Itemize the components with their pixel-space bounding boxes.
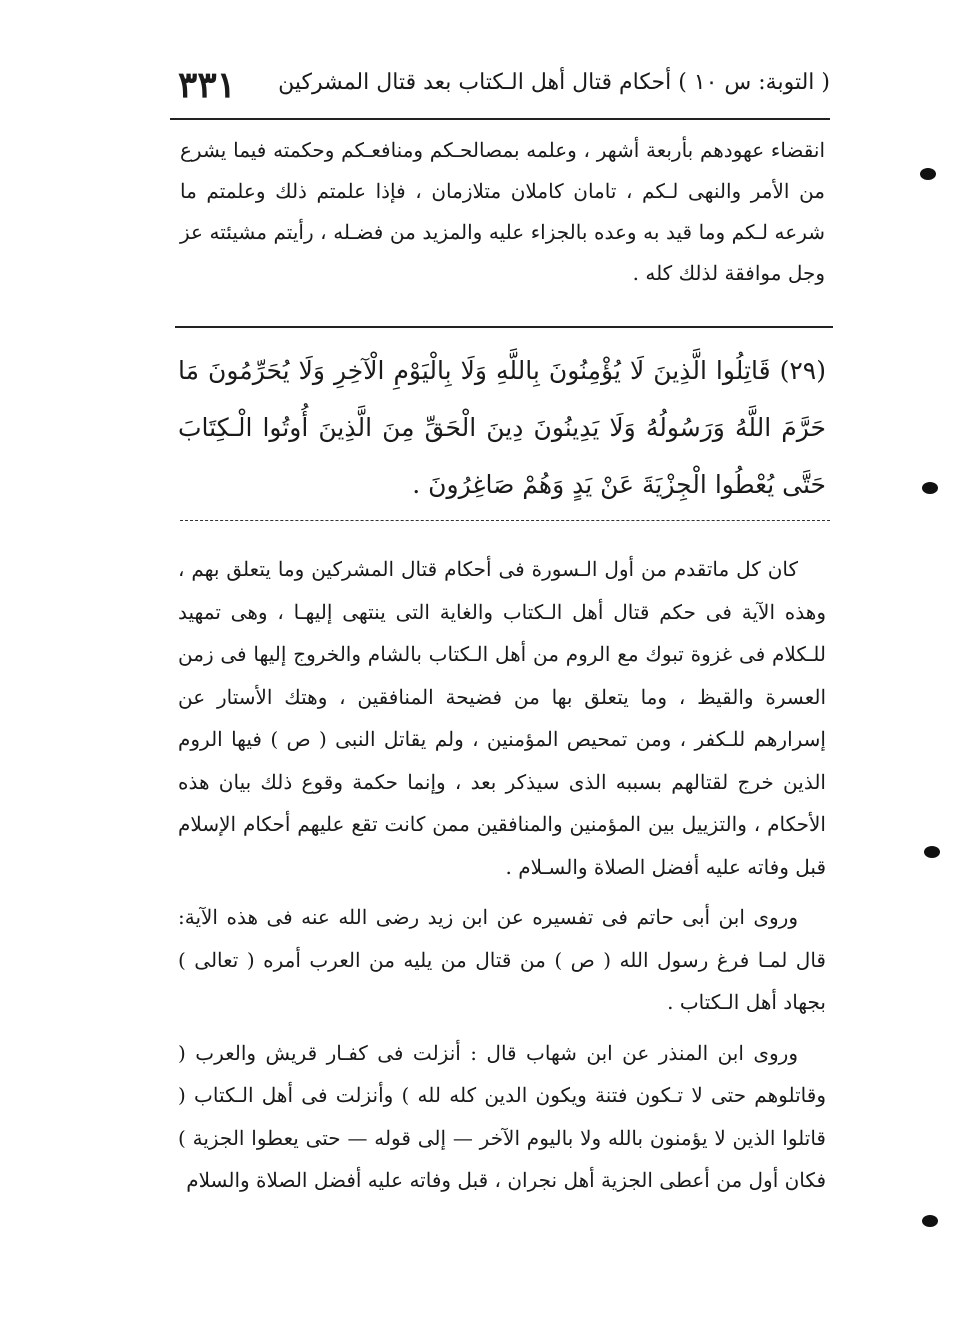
intro-paragraph xyxy=(180,130,825,294)
page-header xyxy=(170,62,830,116)
page-number: ٣٣١ xyxy=(178,64,237,106)
margin-mark xyxy=(922,482,938,494)
commentary xyxy=(178,548,826,1202)
verse-text: (٢٩) قَاتِلُوا الَّذِينَ لَا يُؤْمِنُونَ بِاللَّهِ وَلَا بِالْيَوْمِ الْآخِرِ وَلَا يُحَرِّمُونَ مَا حَرَّمَ اللَّهُ وَرَسُولُهُ وَلَا يَدِينُونَ دِينَ الْحَقِّ مِنَ الَّذِينَ أُوتُوا الْـكِتَابَ حَتَّى يُعْطُوا الْجِزْيَةَ عَنْ يَدٍ وَهُمْ صَاغِرُونَ . xyxy=(178,356,826,499)
intro-text: انقضاء عهودهم بأربعة أشهر ، وعلمه بمصالحـكم ومنافعـكم وحكمته فيما يشرع من الأمر والنهى لـكم ، تامان كاملان متلازمان ، فإذا علمتم ذلك وعلمتم ما شرعه لـكم وما قيد به وعده بالجزاء عليه والمزيد من فضـله ، رأيتم مشيئته عز وجل موافقة لذلك كله . xyxy=(180,138,826,285)
margin-mark xyxy=(920,168,936,180)
verse-bottom-rule xyxy=(180,520,830,521)
commentary-paragraph: وروى ابن المنذر عن ابن شهاب قال : أنزلت فى كفـار قريش والعرب ( وقاتلوهم حتى لا تـكون فتنة ويكون الدين كله لله ) وأنزلت فى أهل الـكتاب ( قاتلوا الذين لا يؤمنون بالله ولا باليوم الآخر — إلى قوله — حتى يعطوا الجزية ) فكان أول من أعطى الجزية أهل نجران ، قبل وفاته عليه أفضل الصلاة والسلام xyxy=(178,1040,826,1192)
quran-verse xyxy=(178,342,826,513)
margin-mark xyxy=(924,846,940,858)
running-title: ( التوبة: س ١٠ ) أحكام قتال أهل الـكتاب بعد قتال المشركين xyxy=(278,70,830,95)
header-rule xyxy=(170,118,830,120)
commentary-paragraph: كان كل ماتقدم من أول الـسورة فى أحكام قتال المشركين وما يتعلق بهم ، وهذه الآية فى حكم قتال أهل الـكتاب والغاية التى ينتهى إليهـا ، وهى تمهيد للـكلام فى غزوة تبوك مع الروم من أهل الـكتاب بالشام والخروج إليها فى زمن العسرة والقيظ ، وما يتعلق بها من فضيحة المنافقين ، وهتك الأستار عن إسرارهم للـكفر ، ومن تمحيص المؤمنين ، ولم يقاتل النبى ( ص ) فيها الروم الذين خرج لقتالهم بسببه الذى سيذكر بعد ، وإنما حكمة وقوع ذلك بيان هذه الأحكام ، والتزييل بين المؤمنين والمنافقين ممن كانت تقع عليهم أحكام الإسلام قبل وفاته عليه أفضل الصلاة والسـلام . xyxy=(178,557,826,879)
commentary-paragraph: وروى ابن أبى حاتم فى تفسيره عن ابن زيد رضى الله عنه فى هذه الآية: قال لمـا فرغ رسول الله ( ص ) من قتال من يليه من العرب أمره ( تعالى ) بجهاد أهل الـكتاب . xyxy=(178,905,826,1014)
verse-top-rule xyxy=(175,326,833,328)
margin-mark xyxy=(922,1215,938,1227)
